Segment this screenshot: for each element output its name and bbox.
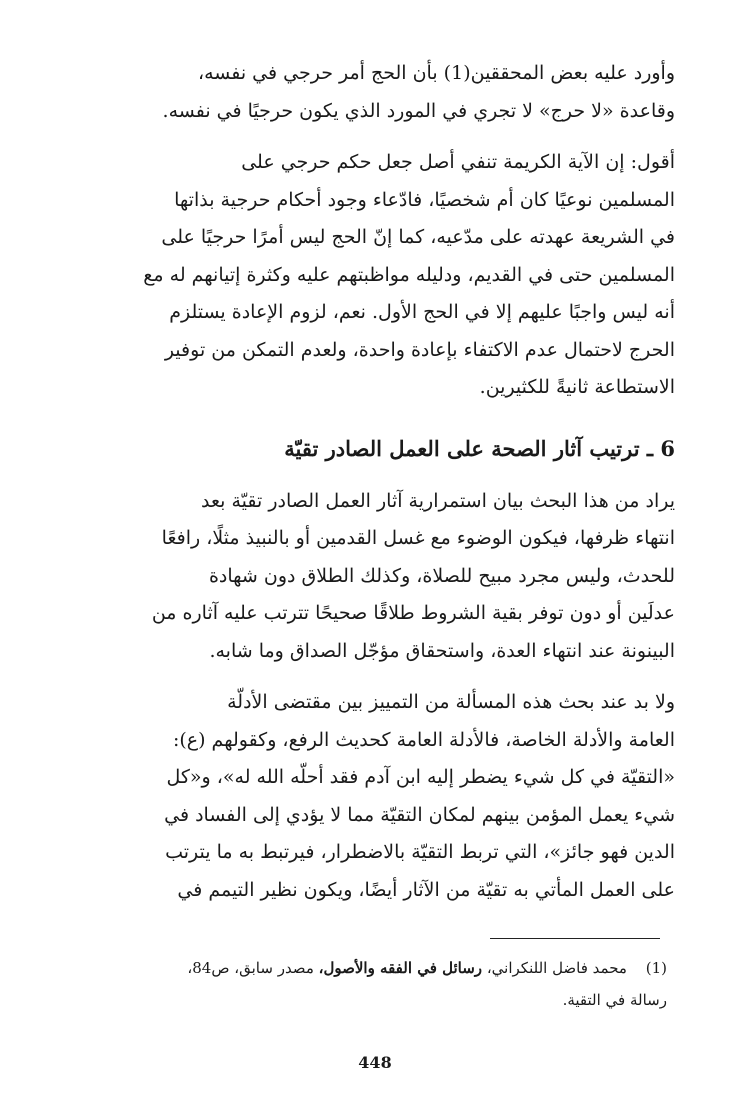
text-line: للحدث، وليس مجرد مبيح للصلاة، وكذلك الطلاق دون شهادة	[208, 564, 675, 587]
text-line: أنه ليس واجبًا عليهم إلا في الحج الأول. نعم، لزوم الإعادة يستلزم	[169, 301, 675, 323]
footnote-book-title: رسائل في الفقه والأصول،	[318, 959, 483, 977]
footnote-number: (1)	[645, 959, 667, 977]
text-line: في الشريعة عهدته على مدّعيه، كما إنّ الحج ليس أمرًا حرجيًا على	[161, 226, 675, 248]
text-line: الحرج لاحتمال عدم الاكتفاء بإعادة واحدة، ولعدم التمكن من توفير	[164, 338, 675, 361]
text-line: انتهاء ظرفها، فيكون الوضوء مع غسل القدمين أو بالنبيذ مثلًا، رافعًا	[161, 527, 675, 549]
text-line: عدلَين أو دون توفر بقية الشروط طلاقًا صحيحًا تترتب عليه آثاره من	[151, 602, 675, 624]
text-line: العامة والأدلة الخاصة، فالأدلة العامة كحديث الرفع، وكقولهم (ع):	[172, 728, 675, 751]
footnote	[77, 952, 667, 1016]
text-line: وأورد عليه بعض المحققين(1) بأن الحج أمر حرجي في نفسه،	[197, 62, 675, 84]
footnote-divider	[490, 938, 660, 939]
text-line: البينونة عند انتهاء العدة، واستحقاق مؤجّل الصداق وما شابه.	[209, 639, 675, 662]
text-line: الدين فهو جائز»، التي تربط التقيّة بالاضطرار، فيرتبط به ما يترتب	[165, 841, 675, 863]
text-line: المسلمين نوعيًا كان أم شخصيًا، فادّعاء وجود أحكام حرجية بذاتها	[174, 188, 675, 211]
page-body	[80, 55, 675, 909]
text-line: «التقيّة في كل شيء يضطر إليه ابن آدم فقد أحلّه الله له»، و«كل	[166, 766, 675, 788]
paragraph-3	[80, 483, 675, 671]
text-line: المسلمين حتى في القديم، ودليله مواظبتهم عليه وكثرة إتيانهم له مع	[143, 263, 675, 286]
section-heading: 6 ـ ترتيب آثار الصحة على العمل الصادر تقيّة	[284, 435, 675, 461]
text-line: وقاعدة «لا حرج» لا تجري في المورد الذي يكون حرجيًا في نفسه.	[162, 99, 675, 122]
footnote-line-2: رسالة في التقية.	[562, 991, 667, 1009]
text-line: شيء يعمل المؤمن بينهم لمكان التقيّة مما لا يؤدي إلى الفساد في	[164, 803, 675, 826]
text-line: على العمل المأتي به تقيّة من الآثار أيضًا، ويكون نظير التيمم في	[177, 878, 675, 901]
paragraph-2	[80, 144, 675, 407]
text-line: يراد من هذا البحث بيان استمرارية آثار العمل الصادر تقيّة بعد	[201, 489, 675, 512]
text-line: أقول: إن الآية الكريمة تنفي أصل جعل حكم حرجي على	[241, 151, 675, 173]
footnote-line-1	[77, 952, 667, 984]
text-line: الاستطاعة ثانيةً للكثيرين.	[479, 376, 675, 398]
footnote-source: مصدر سابق، ص84،	[187, 959, 314, 977]
page-number: 448	[358, 1053, 392, 1072]
footnote-author: محمد فاضل اللنكراني،	[486, 959, 627, 977]
paragraph-4	[80, 684, 675, 909]
paragraph-1	[80, 55, 675, 130]
text-line: ولا بد عند بحث هذه المسألة من التمييز بين مقتضى الأدلّة	[227, 691, 675, 713]
